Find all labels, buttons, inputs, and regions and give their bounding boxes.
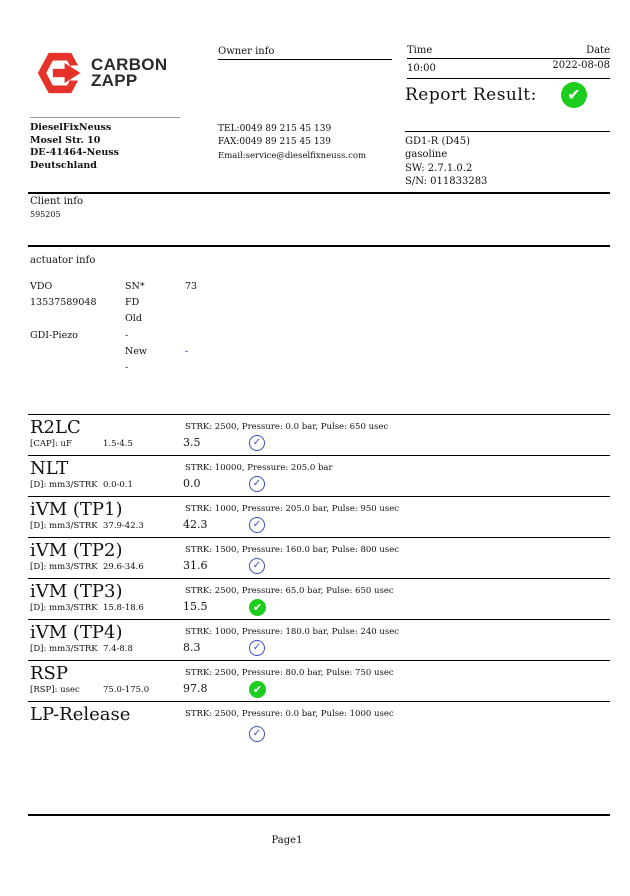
report-result-label: Report Result: xyxy=(405,85,537,105)
test-row-rsp xyxy=(28,660,610,702)
actuator-info-label: actuator info xyxy=(30,255,96,266)
carbon-zapp-logo xyxy=(37,52,167,94)
test-unit: [D]: mm3/STRK xyxy=(30,521,98,531)
actuator-row xyxy=(30,362,430,378)
test-params: STRK: 10000, Pressure: 205.0 bar xyxy=(185,463,333,473)
owner-street: Mosel Str. 10 xyxy=(30,134,101,146)
test-unit: [D]: mm3/STRK xyxy=(30,603,98,613)
test-params: STRK: 2500, Pressure: 80.0 bar, Pulse: 750 usec xyxy=(185,668,394,678)
test-row-nlt xyxy=(28,455,610,497)
test-unit: [RSP]: usec xyxy=(30,685,80,695)
owner-name: DieselFixNeuss xyxy=(30,122,112,133)
test-params: STRK: 2500, Pressure: 0.0 bar, Pulse: 1000 usec xyxy=(185,709,394,719)
actuator-row xyxy=(30,281,430,297)
machine-sn: S/N: 011833283 xyxy=(405,175,488,187)
test-result-check-icon xyxy=(249,435,265,451)
client-bottom-divider xyxy=(28,245,610,247)
test-value: 8.3 xyxy=(183,641,201,654)
test-params: STRK: 1500, Pressure: 160.0 bar, Pulse: 800 usec xyxy=(185,545,400,555)
test-result-check-icon xyxy=(249,640,265,656)
owner-email: Email:service@dieselfixneuss.com xyxy=(218,151,367,161)
owner-fax: FAX:0049 89 215 45 139 xyxy=(218,137,332,147)
test-title: LP-Release xyxy=(30,704,131,725)
header-bottom-divider xyxy=(28,192,610,194)
test-range: 0.0-0.1 xyxy=(103,480,133,490)
test-result-check-icon xyxy=(249,726,265,742)
actuator-sn-label: SN* xyxy=(125,281,145,292)
actuator-grid xyxy=(30,281,430,378)
test-row-ivm-tp4 xyxy=(28,619,610,661)
test-unit: [D]: mm3/STRK xyxy=(30,644,98,654)
test-row-r2lc xyxy=(28,414,610,456)
test-title: iVM (TP2) xyxy=(30,540,123,561)
test-params: STRK: 1000, Pressure: 205.0 bar, Pulse: 950 usec xyxy=(185,504,400,514)
brand-text xyxy=(91,57,167,89)
actuator-type: GDI-Piezo xyxy=(30,329,78,341)
actuator-old-value: - xyxy=(125,329,129,341)
test-result-check-icon xyxy=(249,517,265,533)
test-range: 75.0-175.0 xyxy=(103,685,150,695)
test-result-check-icon xyxy=(249,599,266,616)
test-unit: [CAP]: uF xyxy=(30,439,72,449)
test-range: 7.4-8.8 xyxy=(103,644,133,654)
brand-line2: ZAPP xyxy=(91,71,138,90)
report-result-check-icon xyxy=(561,82,587,108)
client-info-label: Client info xyxy=(30,196,83,207)
test-result-check-icon xyxy=(249,476,265,492)
test-unit: [D]: mm3/STRK xyxy=(30,480,98,490)
actuator-sn-value: 73 xyxy=(185,281,198,292)
test-value: 15.5 xyxy=(183,600,208,613)
test-value: 31.6 xyxy=(183,559,208,572)
date-value: 2022-08-08 xyxy=(552,60,610,71)
client-id: 595205 xyxy=(30,210,61,219)
actuator-part-number: 13537589048 xyxy=(30,297,97,309)
actuator-row xyxy=(30,313,430,329)
actuator-new-value-2: - xyxy=(125,361,129,373)
footer-divider xyxy=(28,814,610,816)
test-title: iVM (TP3) xyxy=(30,581,123,602)
test-range: 37.9-42.3 xyxy=(103,521,144,531)
test-range: 1.5-4.5 xyxy=(103,439,133,449)
machine-model: GD1-R (D45) xyxy=(405,136,470,147)
test-unit: [D]: mm3/STRK xyxy=(30,562,98,572)
test-row-ivm-tp3 xyxy=(28,578,610,620)
test-range: 29.6-34.6 xyxy=(103,562,144,572)
test-params: STRK: 2500, Pressure: 0.0 bar, Pulse: 650 usec xyxy=(185,422,389,432)
page-number: Page1 xyxy=(271,835,303,846)
test-value: 0.0 xyxy=(183,477,201,490)
test-title: iVM (TP4) xyxy=(30,622,123,643)
owner-info-underline xyxy=(218,59,392,60)
test-range: 15.8-18.6 xyxy=(103,603,144,613)
machine-sw: SW: 2.7.1.0.2 xyxy=(405,163,473,174)
test-params: STRK: 2500, Pressure: 65.0 bar, Pulse: 650 usec xyxy=(185,586,394,596)
test-result-check-icon xyxy=(249,558,265,574)
actuator-brand: VDO xyxy=(30,281,53,292)
test-result-check-icon xyxy=(249,681,266,698)
address-top-divider xyxy=(30,117,180,118)
test-title: NLT xyxy=(30,458,69,479)
time-row-underline xyxy=(407,78,610,79)
test-row-ivm-tp2 xyxy=(28,537,610,579)
test-value: 97.8 xyxy=(183,682,208,695)
carbon-zapp-logo-icon xyxy=(37,52,83,94)
time-value: 10:00 xyxy=(407,63,436,74)
owner-country: Deutschland xyxy=(30,159,97,171)
test-row-ivm-tp1 xyxy=(28,496,610,538)
test-params: STRK: 1000, Pressure: 180.0 bar, Pulse: 240 usec xyxy=(185,627,400,637)
actuator-new-value: - xyxy=(185,345,189,357)
test-title: RSP xyxy=(30,663,68,684)
owner-address xyxy=(30,122,119,172)
owner-contact xyxy=(218,123,331,149)
actuator-fd-label: FD xyxy=(125,297,140,309)
time-label: Time xyxy=(407,45,433,56)
owner-info-label: Owner info xyxy=(218,46,275,57)
owner-city: DE-41464-Neuss xyxy=(30,147,119,159)
actuator-row xyxy=(30,297,430,313)
actuator-row xyxy=(30,330,430,346)
actuator-new-label: New xyxy=(125,345,148,357)
owner-tel: TEL:0049 89 215 45 139 xyxy=(218,124,332,134)
date-label: Date xyxy=(586,45,610,56)
brand-line1: CARBON xyxy=(91,55,168,74)
test-row-lp-release xyxy=(28,701,610,743)
test-title: R2LC xyxy=(30,417,81,438)
actuator-old-label: Old xyxy=(125,313,142,325)
machine-fuel: gasoline xyxy=(405,148,448,160)
test-value: 42.3 xyxy=(183,518,208,531)
time-date-divider xyxy=(407,58,610,59)
test-value: 3.5 xyxy=(183,436,201,449)
test-title: iVM (TP1) xyxy=(30,499,123,520)
machine-top-divider xyxy=(405,131,610,132)
machine-info xyxy=(405,136,487,188)
actuator-row xyxy=(30,346,430,362)
